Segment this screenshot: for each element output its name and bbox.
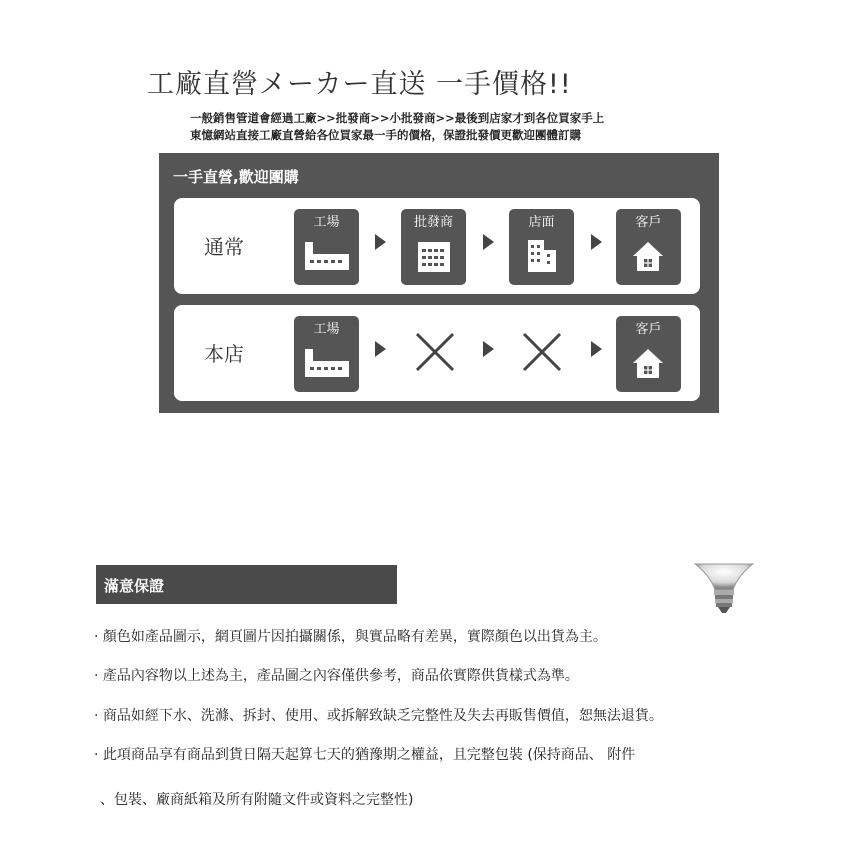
- step-customer: [616, 316, 681, 392]
- cross-icon: [412, 329, 458, 375]
- step-label: 批發商: [413, 215, 453, 230]
- store-chain-row: [174, 305, 700, 401]
- row-label-store: 本店: [204, 342, 244, 366]
- step-label: 客戶: [635, 322, 662, 337]
- row-label-normal: 通常: [204, 235, 244, 259]
- lightbulb-icon: [691, 560, 757, 618]
- step-factory: [294, 316, 359, 392]
- intro-line-1: 一般銷售管道會經過工廠>>批發商>>小批發商>>最後到店家才到各位買家手上: [190, 111, 605, 125]
- factory-icon: [301, 343, 352, 383]
- arrow-icon: [483, 341, 494, 357]
- arrow-icon: [375, 341, 386, 357]
- factory-icon: [301, 236, 352, 276]
- guarantee-item: · 此項商品享有商品到貨日隔天起算七天的猶豫期之權益，且完整包裝 (保持商品、 附件: [94, 747, 636, 763]
- panel-title: 一手直營,歡迎團購: [173, 168, 299, 186]
- wholesale-building-icon: [408, 236, 459, 276]
- step-label: 店面: [528, 215, 555, 230]
- supply-chain-panel: [159, 153, 719, 413]
- arrow-icon: [375, 234, 386, 250]
- step-label: 工場: [313, 215, 340, 230]
- step-factory: [294, 209, 359, 285]
- step-label: 客戶: [635, 215, 662, 230]
- guarantee-item: · 顏色如產品圖示，網頁圖片因拍攝關係，與實品略有差異，實際顏色以出貨為主。: [94, 629, 607, 645]
- house-icon: [623, 236, 674, 276]
- page-title: 工廠直營メーカー直送 一手價格!!: [147, 69, 572, 100]
- step-wholesale: [401, 209, 466, 285]
- guarantee-item: · 商品如經下水、洗滌、拆封、使用、或拆解致缺乏完整性及失去再販售價值，恕無法退貨。: [94, 708, 663, 724]
- guarantee-title: 滿意保證: [104, 577, 165, 595]
- intro-line-2: 東憶網站直接工廠直營給各位買家最一手的價格，保證批發價更歡迎團體訂購: [190, 128, 581, 142]
- step-label: 工場: [313, 322, 340, 337]
- guarantee-header: [96, 565, 397, 604]
- arrow-icon: [591, 341, 602, 357]
- guarantee-item: · 產品內容物以上述為主，產品圖之內容僅供參考，商品依實際供貨樣式為準。: [94, 668, 579, 684]
- normal-chain-row: [174, 198, 700, 294]
- cross-icon: [519, 329, 565, 375]
- arrow-icon: [591, 234, 602, 250]
- house-icon: [623, 343, 674, 383]
- store-building-icon: [516, 236, 567, 276]
- step-customer: [616, 209, 681, 285]
- guarantee-item: 、包裝、廠商紙箱及所有附隨文件或資料之完整性): [100, 792, 414, 808]
- step-store: [509, 209, 574, 285]
- arrow-icon: [483, 234, 494, 250]
